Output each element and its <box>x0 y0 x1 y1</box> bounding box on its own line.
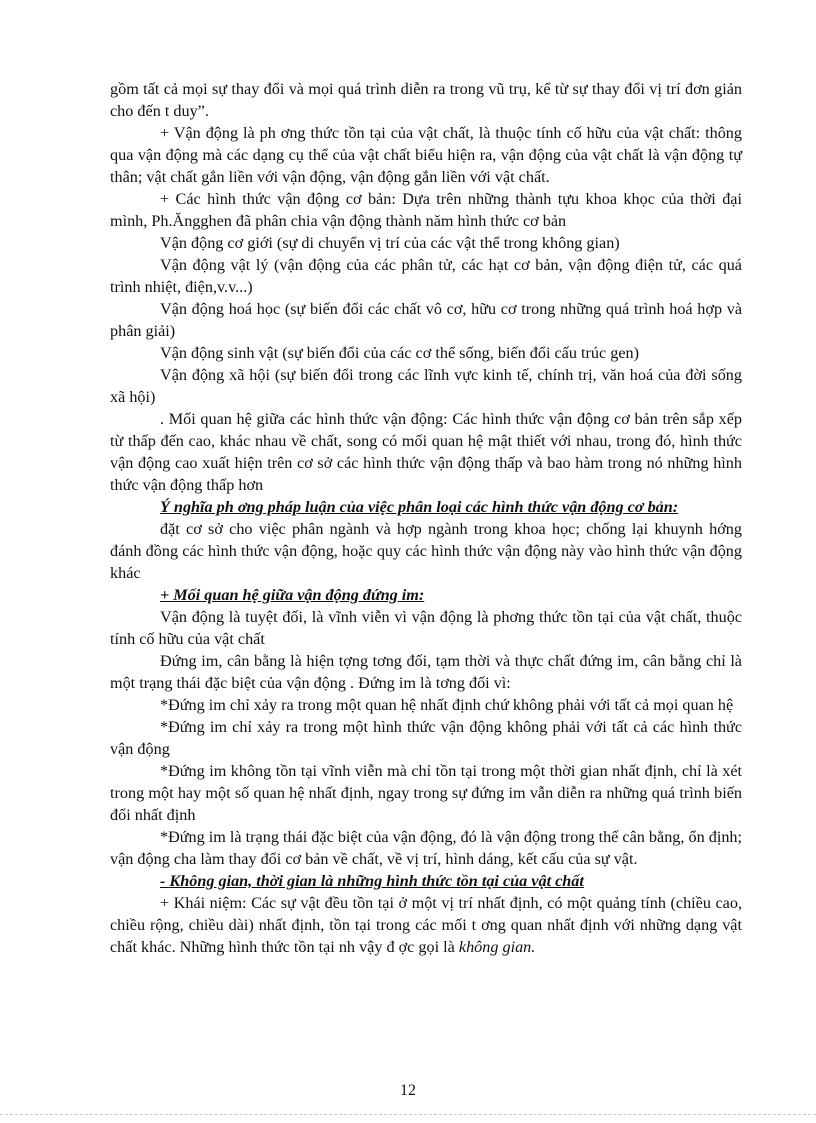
section-heading: + Mối quan hệ giữa vận động đứng im: <box>160 586 425 604</box>
page-bottom-border <box>0 1114 816 1115</box>
paragraph: *Đứng im chỉ xảy ra trong một quan hệ nhất định chứ không phải với tất cả mọi quan hệ <box>160 696 734 714</box>
paragraph: gồm tất cả mọi sự thay đổi và mọi quá trình diễn ra trong vũ trụ, kể từ sự thay đổi vị trí đơn giản cho đến t duy”. <box>110 80 742 120</box>
paragraph: Vận động xã hội (sự biến đổi trong các lĩnh vực kinh tế, chính trị, văn hoá của đời sống xã hội) <box>110 366 742 406</box>
paragraph: *Đứng im là trạng thái đặc biệt của vận động, đó là vận động trong thế cân bằng, ổn định; vận động cha làm thay đổi cơ bản về chất, về vị trí, hình dáng, kết cấu của sự vật. <box>110 828 742 868</box>
paragraph-text: + Khái niệm: Các sự vật đều tồn tại ở một vị trí nhất định, có một quảng tính (chiều cao, chiều rộng, chiều dài) nhất định, tồn tại trong các mối t ơng quan nhất định với những dạng vật chất khác. Những hình thức tồn tại nh vậy đ ợc gọi là <box>110 894 742 956</box>
paragraph: Vận động cơ giới (sự di chuyển vị trí của các vật thể trong không gian) <box>160 234 620 252</box>
paragraph: . Mối quan hệ giữa các hình thức vận động: Các hình thức vận động cơ bản trên sắp xếp từ thấp đến cao, khác nhau về chất, song có mối quan hệ mật thiết với nhau, trong đó, hình thức vận động cao xuất hiện trên cơ sở các hình thức vận động thấp và bao hàm trong nó những hình thức vận động thấp hơn <box>110 410 742 494</box>
document-page <box>110 78 742 958</box>
section-heading: - Không gian, thời gian là những hình thức tồn tại của vật chất <box>160 872 584 890</box>
paragraph: *Đứng im chỉ xảy ra trong một hình thức vận động không phải với tất cả các hình thức vận động <box>110 718 742 758</box>
paragraph: Vận động hoá học (sự biến đổi các chất vô cơ, hữu cơ trong những quá trình hoá hợp và phân giải) <box>110 300 742 340</box>
section-heading: Ý nghĩa ph ơng pháp luận của việc phân loại các hình thức vận động cơ bản: <box>160 498 679 516</box>
paragraph: + Các hình thức vận động cơ bản: Dựa trên những thành tựu khoa khọc của thời đại mình, Ph.Ăngghen đã phân chia vận động thành năm hình thức cơ bản <box>110 190 742 230</box>
page-number: 12 <box>400 1082 416 1099</box>
paragraph: *Đứng im không tồn tại vĩnh viễn mà chỉ tồn tại trong một thời gian nhất định, chỉ là xét trong một hay một số quan hệ nhất định, ngay trong sự đứng im vẫn diễn ra những quá trình biến đổi nhất định <box>110 762 742 824</box>
paragraph: Vận động sinh vật (sự biến đổi của các cơ thể sống, biến đổi cấu trúc gen) <box>160 344 639 362</box>
paragraph: + Vận động là ph ơng thức tồn tại của vật chất, là thuộc tính cố hữu của vật chất: thông qua vận động mà các dạng cụ thể của vật chất biểu hiện ra, vận động của vật chất là vận động tự thân; vật chất gắn liền với vận động, vận động gắn liền với vật chất. <box>110 124 742 186</box>
paragraph <box>110 892 742 958</box>
paragraph: Vận động là tuyệt đối, là vĩnh viễn vì vận động là phơng thức tồn tại của vật chất, thuộc tính cố hữu của vật chất <box>110 608 742 648</box>
paragraph: Vận động vật lý (vận động của các phân tử, các hạt cơ bản, vận động điện tử, các quá trình nhiệt, điện,v.v...) <box>110 256 742 296</box>
paragraph: đặt cơ sở cho việc phân ngành và hợp ngành trong khoa học; chống lại khuynh hớng đánh đồng các hình thức vận động, hoặc quy các hình thức vận động này vào hình thức vận động khác <box>110 520 742 582</box>
italic-term: không gian. <box>458 938 536 956</box>
paragraph: Đứng im, cân bằng là hiện tợng tơng đối, tạm thời và thực chất đứng im, cân bằng chỉ là một trạng thái đặc biệt của vận động . Đứng im là tơng đối vì: <box>110 652 742 692</box>
